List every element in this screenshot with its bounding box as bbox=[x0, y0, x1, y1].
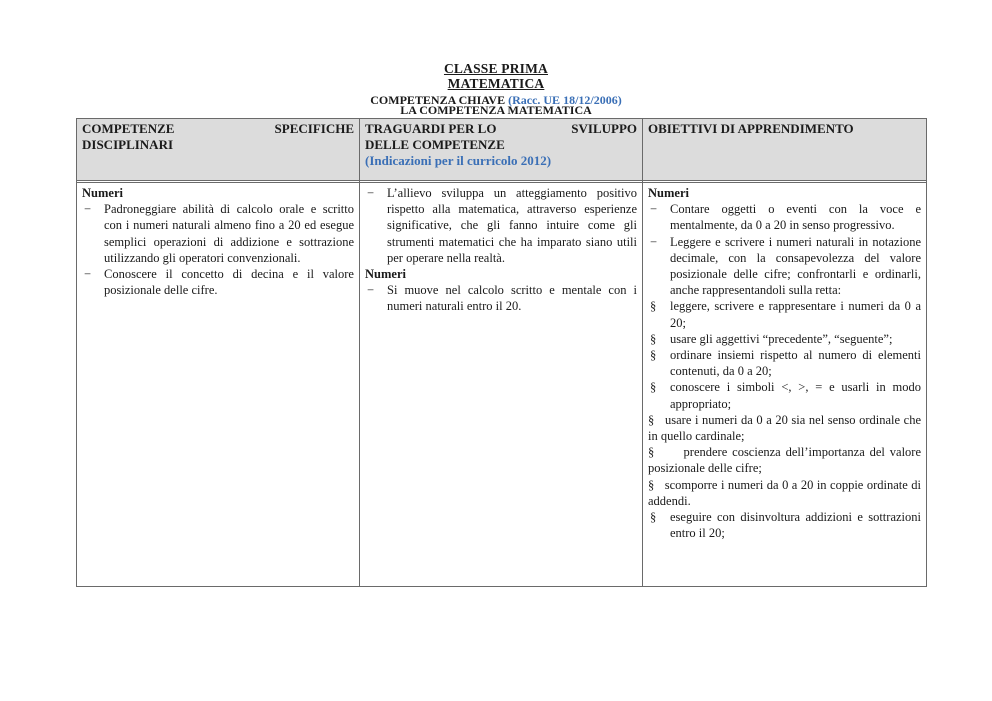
obiettivi-cell bbox=[643, 183, 927, 587]
header-text: COMPETENZE bbox=[82, 121, 175, 136]
dash-marker: − bbox=[84, 267, 92, 282]
competenze-list bbox=[82, 201, 354, 298]
section-marker: § bbox=[650, 510, 657, 525]
obiettivi-section-list-a bbox=[648, 298, 921, 411]
obiettivi-section-list-b bbox=[648, 509, 921, 541]
dash-marker: − bbox=[650, 202, 658, 217]
item-text: Leggere e scrivere i numeri naturali in notazione decimale, con la consapevolezza del valore posizionale delle cifre; confrontarli e ordinarli, anche rappresentandoli sulla retta: bbox=[670, 234, 921, 298]
item-text: Contare oggetti o eventi con la voce e mentalmente, da 0 a 20 in senso progressivo. bbox=[670, 202, 921, 233]
list-item bbox=[648, 298, 921, 330]
curriculum-table bbox=[76, 118, 927, 587]
list-item bbox=[648, 347, 921, 379]
item-text: ordinare insiemi rispetto al numero di elementi contenuti, da 0 a 20; bbox=[670, 348, 921, 379]
obiettivi-dash-list bbox=[648, 201, 921, 298]
list-item bbox=[365, 185, 637, 266]
header-cell-obiettivi bbox=[643, 119, 927, 181]
section-marker: § bbox=[648, 445, 655, 460]
section-heading: Numeri bbox=[648, 186, 689, 200]
header-cell-competenze bbox=[77, 119, 360, 181]
section-marker: § bbox=[650, 299, 657, 314]
section-marker: § bbox=[648, 412, 655, 427]
traguardi-intro-list bbox=[365, 185, 637, 266]
item-text: conoscere i simboli <, >, = e usarli in modo appropriato; bbox=[670, 380, 921, 411]
header-text: SPECIFICHE bbox=[274, 121, 354, 136]
item-text: eseguire con disinvoltura addizioni e sottrazioni entro il 20; bbox=[670, 510, 921, 541]
header-text: TRAGUARDI PER LO bbox=[365, 121, 497, 136]
flow-item bbox=[648, 412, 921, 444]
header-text: OBIETTIVI DI APPRENDIMENTO bbox=[648, 121, 854, 136]
section-marker: § bbox=[648, 477, 655, 492]
subject-title: MATEMATICA bbox=[447, 76, 545, 91]
section-heading: Numeri bbox=[82, 186, 123, 200]
key-competence-ref: (Racc. UE 18/12/2006) bbox=[508, 93, 622, 107]
item-text: Conoscere il concetto di decina e il valore posizionale delle cifre. bbox=[104, 267, 354, 298]
section-marker: § bbox=[650, 348, 657, 363]
competence-name: LA COMPETENZA MATEMATICA bbox=[400, 103, 592, 117]
header-text: DISCIPLINARI bbox=[82, 137, 174, 153]
header-text: SVILUPPO bbox=[571, 121, 637, 136]
header-reference: (Indicazioni per il curricolo 2012) bbox=[365, 153, 552, 169]
item-text: Padroneggiare abilità di calcolo orale e scritto con i numeri naturali almeno fino a 20 ed esegue semplici operazioni di addizione e sottrazione utilizzando gli operatori convenzionali. bbox=[104, 202, 354, 265]
competenze-cell bbox=[77, 183, 360, 587]
item-text: L’allievo sviluppa un atteggiamento positivo rispetto alla matematica, attraverso esperienze significative, che gli fanno intuire come gli strumenti matematici che ha imparato siano utili per operare nella realtà. bbox=[387, 186, 637, 265]
table-row bbox=[77, 183, 927, 587]
item-text: usare i numeri da 0 a 20 sia nel senso ordinale che in quello cardinale; bbox=[648, 412, 921, 444]
flow-item bbox=[648, 444, 921, 476]
item-text: Si muove nel calcolo scritto e mentale con i numeri naturali entro il 20. bbox=[387, 283, 637, 314]
list-item bbox=[648, 201, 921, 233]
table-header-row bbox=[77, 119, 927, 181]
key-competence-label: COMPETENZA CHIAVE bbox=[370, 93, 509, 107]
section-marker: § bbox=[650, 380, 657, 395]
list-item bbox=[82, 266, 354, 298]
list-item bbox=[365, 282, 637, 314]
list-item bbox=[82, 201, 354, 266]
list-item bbox=[648, 379, 921, 411]
dash-marker: − bbox=[650, 234, 658, 249]
list-item bbox=[648, 509, 921, 541]
item-text: scomporre i numeri da 0 a 20 in coppie ordinate di addendi. bbox=[648, 477, 921, 508]
dash-marker: − bbox=[84, 202, 92, 217]
traguardi-cell bbox=[360, 183, 643, 587]
item-text: prendere coscienza dell’importanza del valore posizionale delle cifre; bbox=[648, 445, 922, 476]
item-text: leggere, scrivere e rappresentare i numeri da 0 a 20; bbox=[670, 299, 921, 330]
class-title: CLASSE PRIMA bbox=[443, 61, 549, 76]
section-heading: Numeri bbox=[365, 267, 406, 282]
section-marker: § bbox=[650, 331, 657, 346]
dash-marker: − bbox=[367, 186, 375, 200]
flow-item bbox=[648, 477, 921, 509]
item-text: usare gli aggettivi “precedente”, “seguente”; bbox=[670, 331, 893, 346]
header-cell-traguardi bbox=[360, 119, 643, 181]
header-text: DELLE COMPETENZE bbox=[365, 137, 505, 153]
dash-marker: − bbox=[367, 283, 375, 298]
list-item bbox=[648, 234, 921, 299]
traguardi-list bbox=[365, 282, 637, 314]
list-item bbox=[648, 331, 921, 347]
